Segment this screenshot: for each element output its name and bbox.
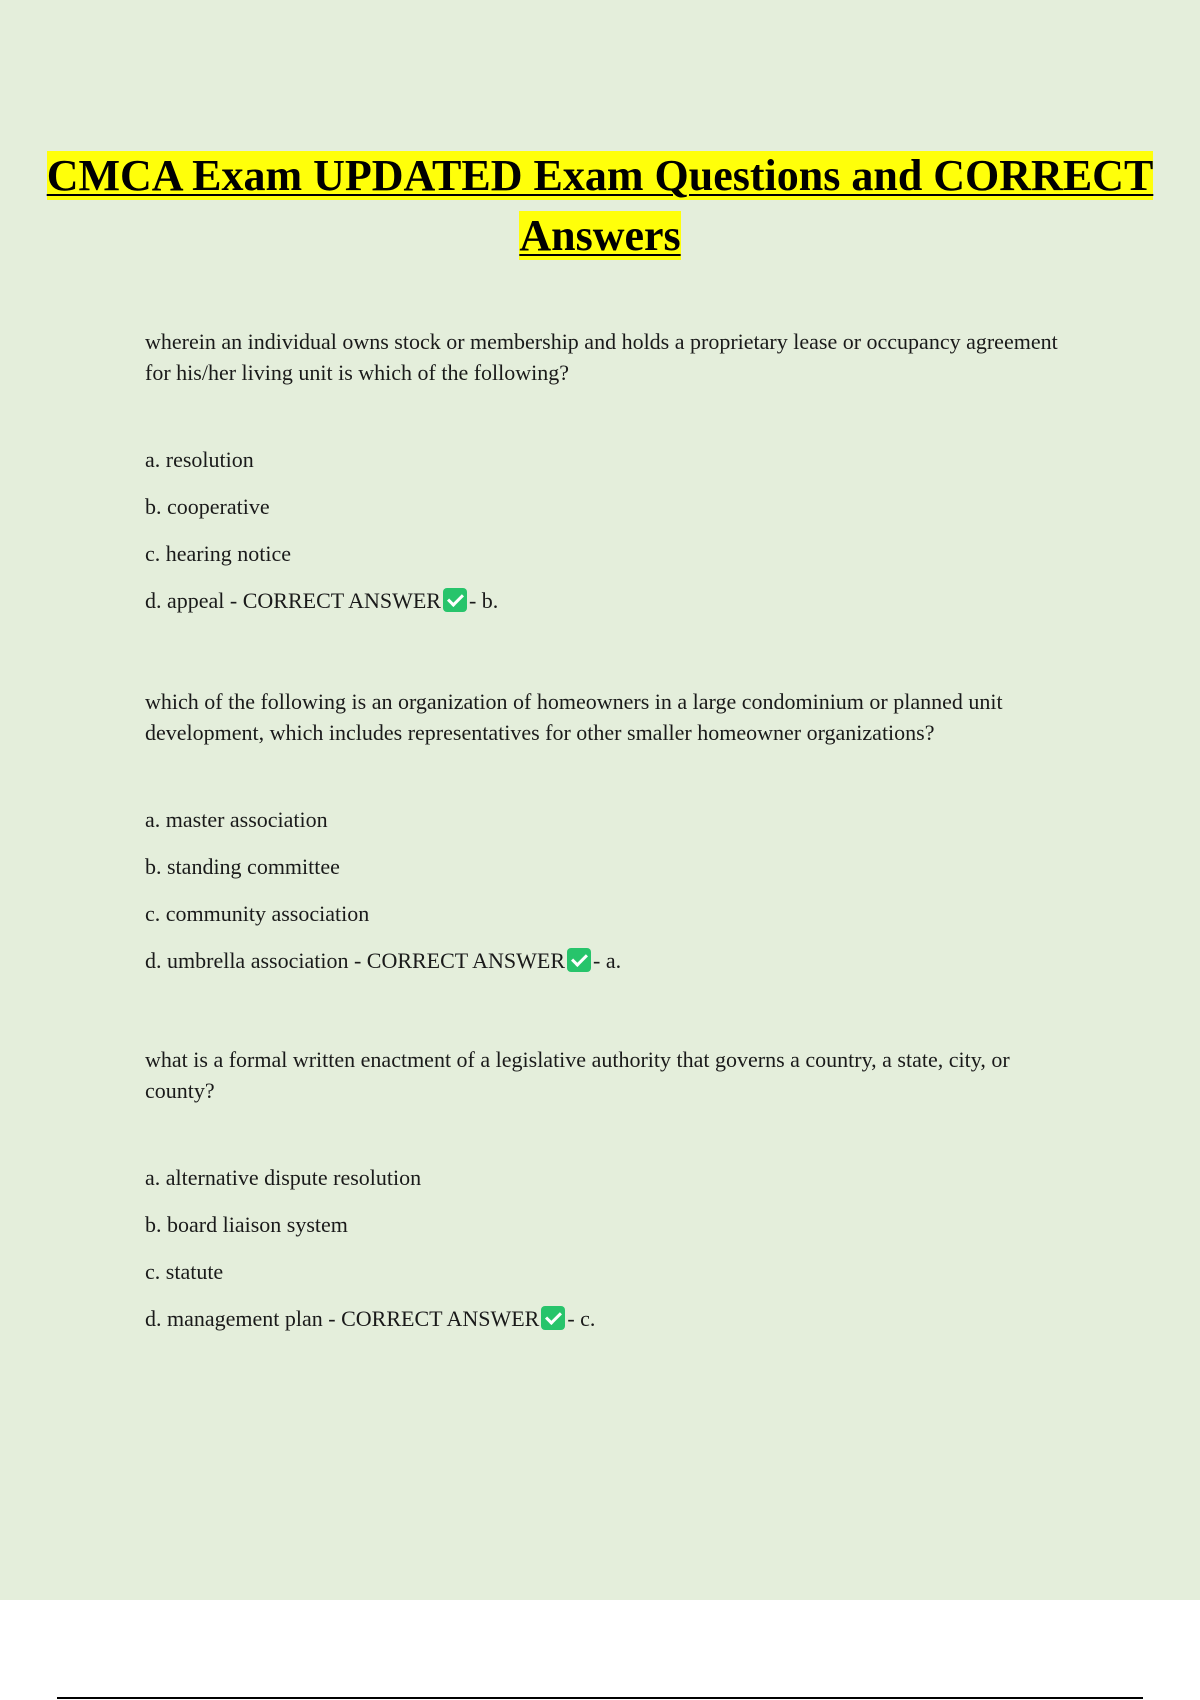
- options-list: [145, 1162, 1080, 1334]
- options-list: [145, 444, 1080, 616]
- option-d-label: d. management plan - CORRECT ANSWER: [145, 1306, 540, 1331]
- green-check-icon: [541, 1306, 565, 1330]
- question-block-3: [145, 1044, 1080, 1334]
- question-text: which of the following is an organization of homeowners in a large condominium or planned unit development, which includes representatives for other smaller homeowner organizations?: [145, 689, 1003, 745]
- option-c: c. hearing notice: [145, 541, 291, 566]
- question-text: what is a formal written enactment of a legislative authority that governs a country, a state, city, or county?: [145, 1047, 1010, 1103]
- page-bottom-rule: [57, 1697, 1143, 1699]
- option-a: a. master association: [145, 807, 328, 832]
- correct-answer: - c.: [567, 1306, 596, 1331]
- option-c: c. statute: [145, 1259, 224, 1284]
- title-block: [0, 146, 1200, 266]
- question-block-2: [145, 686, 1080, 976]
- option-a: a. alternative dispute resolution: [145, 1165, 422, 1190]
- document-title: CMCA Exam UPDATED Exam Questions and CORRECT Answers: [46, 151, 1154, 260]
- green-check-icon: [567, 948, 591, 972]
- option-a: a. resolution: [145, 447, 254, 472]
- option-b: b. cooperative: [145, 494, 270, 519]
- correct-answer: - a.: [593, 948, 622, 973]
- options-list: [145, 804, 1080, 976]
- green-check-icon: [443, 588, 467, 612]
- question-block-1: [145, 326, 1080, 616]
- option-d-with-answer: [145, 585, 1080, 616]
- option-b: b. standing committee: [145, 854, 340, 879]
- option-c: c. community association: [145, 901, 370, 926]
- correct-answer: - b.: [468, 588, 499, 613]
- option-d-with-answer: [145, 1303, 1080, 1334]
- option-d-label: d. appeal - CORRECT ANSWER: [145, 588, 441, 613]
- question-text: wherein an individual owns stock or membership and holds a proprietary lease or occupancy agreement for his/her living unit is which of the following?: [145, 329, 1058, 385]
- option-d-with-answer: [145, 945, 1080, 976]
- option-d-label: d. umbrella association - CORRECT ANSWER: [145, 948, 566, 973]
- option-b: b. board liaison system: [145, 1212, 348, 1237]
